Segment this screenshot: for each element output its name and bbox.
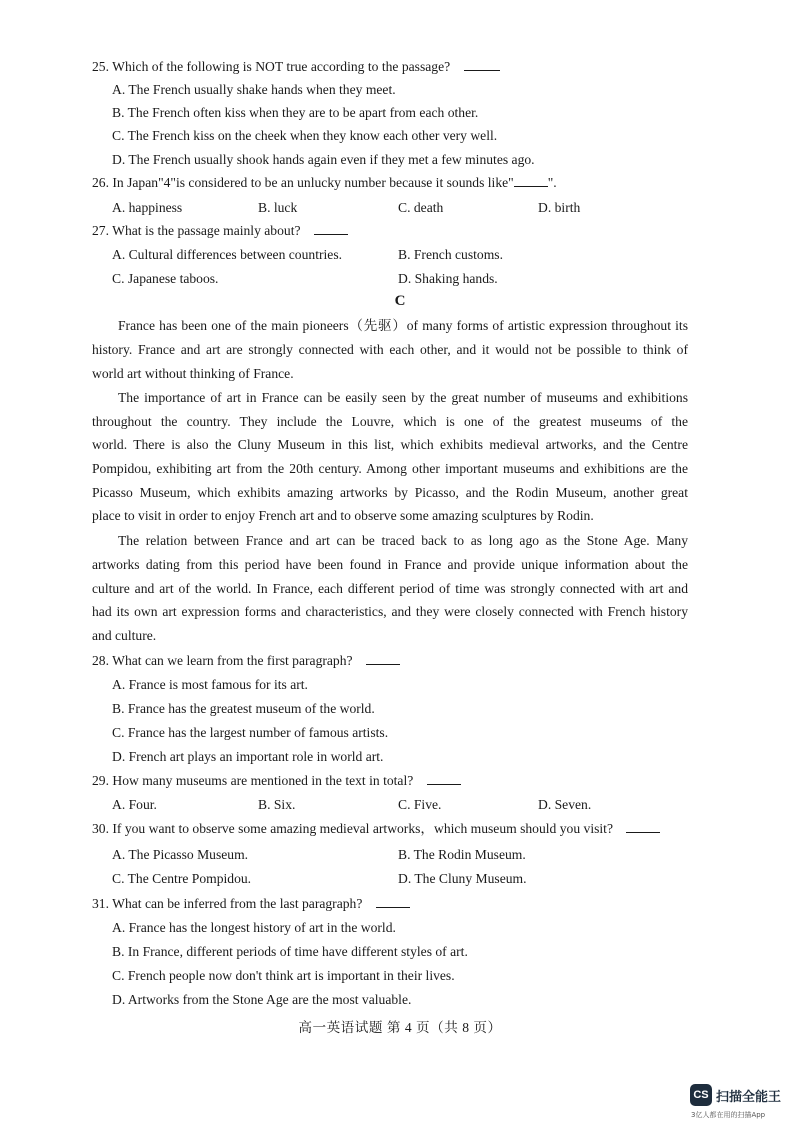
question-25-option-a: A. The French usually shake hands when they meet.: [112, 82, 396, 97]
question-27-stem: 27. What is the passage mainly about?: [92, 223, 301, 238]
passage-line: had its own art expression forms and characteristics, and they were closely connected with French history: [92, 604, 688, 619]
passage-line: world. There is also the Cluny Museum in this list, which exhibits medieval artworks, and the Centre: [92, 437, 688, 452]
passage-line: The importance of art in France can be easily seen by the great number of museums and exhibitions: [118, 390, 688, 405]
answer-blank: [464, 58, 500, 71]
question-29-option-d: D. Seven.: [538, 797, 592, 812]
question-29-option-c: C. Five.: [398, 797, 442, 812]
question-26-option-b: B. luck: [258, 200, 298, 215]
question-31-stem: 31. What can be inferred from the last paragraph?: [92, 896, 363, 911]
question-29-option-a: A. Four.: [112, 797, 157, 812]
question-28-option-b: B. France has the greatest museum of the world.: [112, 701, 375, 716]
question-27-option-a: A. Cultural differences between countries.: [112, 247, 343, 262]
question-31-option-d: D. Artworks from the Stone Age are the most valuable.: [112, 992, 412, 1007]
question-29-stem: 29. How many museums are mentioned in the text in total?: [92, 773, 414, 788]
passage-line: France has been one of the main pioneers（先驱）of many forms of artistic expression throughout its: [118, 318, 688, 333]
answer-blank: [626, 820, 660, 833]
question-28-option-a: A. France is most famous for its art.: [112, 677, 308, 692]
passage-line: Pompidou, exhibiting art from the 20th century. Among other important museums and exhibitions are the: [92, 461, 688, 476]
passage-line: world art without thinking of France.: [92, 366, 294, 381]
question-28: [92, 652, 400, 670]
question-25: [92, 58, 500, 76]
question-31-option-b: B. In France, different periods of time have different styles of art.: [112, 944, 468, 959]
question-25-option-d: D. The French usually shook hands again even if they met a few minutes ago.: [112, 152, 535, 167]
watermark-app-name: 扫描全能王: [716, 1090, 782, 1105]
passage-line: throughout the country. They include the Louvre, which is one of the greatest museums of the: [92, 414, 688, 429]
passage-line: and culture.: [92, 628, 157, 643]
question-26-stem-before: 26. In Japan"4"is considered to be an unlucky number because it sounds like": [92, 175, 514, 190]
answer-blank: [366, 652, 400, 665]
question-30-stem: 30. If you want to observe some amazing medieval artworks，which museum should you visit?: [92, 821, 613, 836]
question-31-option-c: C. French people now don't think art is important in their lives.: [112, 968, 455, 983]
question-27: [92, 222, 348, 240]
question-30-option-c: C. The Centre Pompidou.: [112, 871, 252, 886]
passage-heading: [0, 292, 800, 310]
question-27-option-b: B. French customs.: [398, 247, 503, 262]
question-26-option-d: D. birth: [538, 200, 581, 215]
question-31: [92, 895, 410, 913]
answer-blank: [514, 174, 548, 187]
passage-line: culture and art of the world. In France, each different period of time was strongly connected with art and: [92, 581, 688, 596]
question-25-stem: 25. Which of the following is NOT true according to the passage?: [92, 59, 451, 74]
question-26-option-c: C. death: [398, 200, 444, 215]
question-25-option-c: C. The French kiss on the cheek when they know each other very well.: [112, 128, 498, 143]
camscanner-logo-icon: CS: [690, 1084, 712, 1106]
passage-line: artworks dating from this period have been found in France and provide unique information about the: [92, 557, 688, 572]
question-27-option-d: D. Shaking hands.: [398, 271, 498, 286]
watermark-tagline: 3亿人都在用的扫描App: [691, 1111, 766, 1119]
question-28-stem: 28. What can we learn from the first paragraph?: [92, 653, 353, 668]
page-footer: 高一英语试题 第 4 页（共 8 页）: [298, 1020, 502, 1035]
question-28-option-d: D. French art plays an important role in world art.: [112, 749, 384, 764]
question-27-option-c: C. Japanese taboos.: [112, 271, 219, 286]
question-25-option-b: B. The French often kiss when they are to be apart from each other.: [112, 105, 479, 120]
passage-letter: C: [394, 293, 406, 309]
question-30-option-d: D. The Cluny Museum.: [398, 871, 527, 886]
question-30-option-a: A. The Picasso Museum.: [112, 847, 249, 862]
passage-line: The relation between France and art can be traced back to as long ago as the Stone Age. Many: [118, 533, 688, 548]
answer-blank: [314, 222, 348, 235]
passage-line: Picasso Museum, which exhibits amazing artworks by Picasso, and the Rodin Museum, another great: [92, 485, 688, 500]
question-28-option-c: C. France has the largest number of famous artists.: [112, 725, 389, 740]
passage-line: history. France and art are strongly connected with each other, and it would not be possible to think of: [92, 342, 688, 357]
question-26: [92, 174, 557, 192]
question-26-option-a: A. happiness: [112, 200, 183, 215]
question-29: [92, 772, 461, 790]
question-30: [92, 820, 660, 838]
question-31-option-a: A. France has the longest history of art in the world.: [112, 920, 396, 935]
answer-blank: [427, 772, 461, 785]
answer-blank: [376, 895, 410, 908]
passage-line: place to visit in order to enjoy French art and to observe some amazing sculptures by Rodin.: [92, 508, 594, 523]
question-26-stem-after: ".: [547, 175, 557, 190]
question-29-option-b: B. Six.: [258, 797, 296, 812]
question-30-option-b: B. The Rodin Museum.: [398, 847, 526, 862]
